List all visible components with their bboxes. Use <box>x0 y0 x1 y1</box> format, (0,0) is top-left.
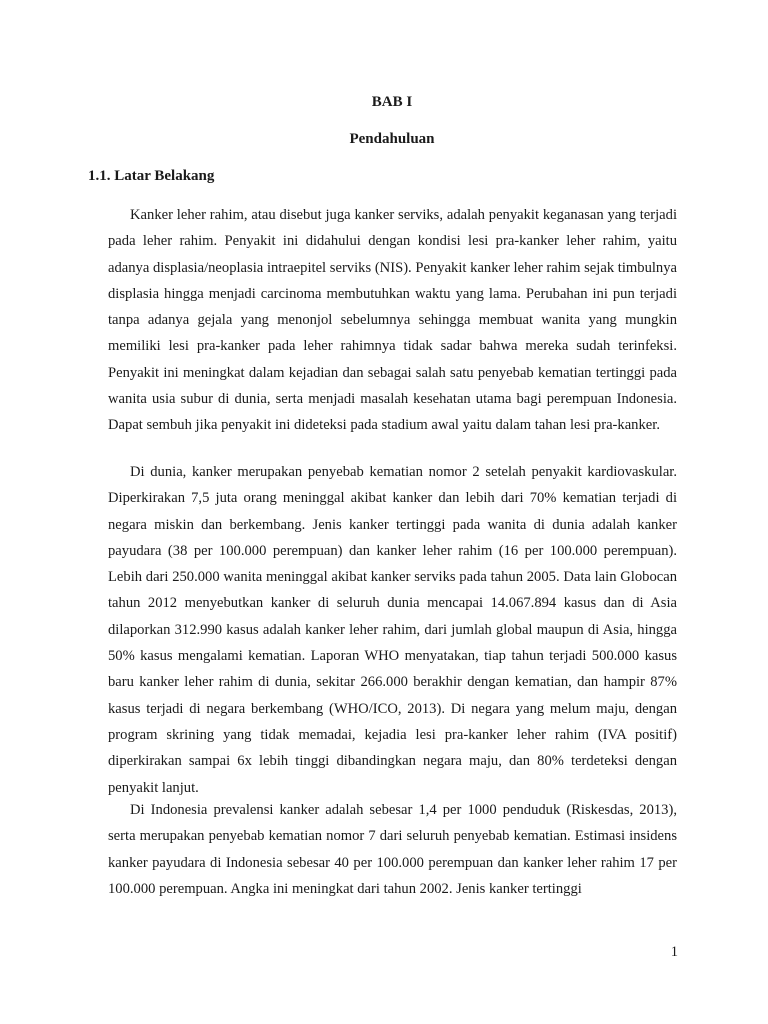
paragraph-3: Di Indonesia prevalensi kanker adalah sebesar 1,4 per 1000 penduduk (Riskesdas, 2013), serta merupakan penyebab kematian nomor 7 dari seluruh penyebab kematian. Estimasi insidens kanker payudara di Indonesia sebesar 40 per 100.000 perempuan dan kanker leher rahim 17 per 100.000 perempuan. Angka ini meningkat dari tahun 2002. Jenis kanker tertinggi <box>108 802 677 897</box>
chapter-title: BAB I <box>371 94 413 110</box>
chapter-subtitle: Pendahuluan <box>349 131 435 147</box>
section-heading: 1.1. Latar Belakang <box>88 168 215 184</box>
page-number: 1 <box>670 944 678 960</box>
paragraph-2: Di dunia, kanker merupakan penyebab kematian nomor 2 setelah penyakit kardiovaskular. Diperkirakan 7,5 juta orang meninggal akibat kanker dan lebih dari 70% kematian terjadi di negara miskin dan berkembang. Jenis kanker tertinggi pada wanita di dunia adalah kanker payudara (38 per 100.000 perempuan) dan kanker leher rahim (16 per 100.000 perempuan). Lebih dari 250.000 wanita meninggal akibat kanker serviks pada tahun 2005. Data lain Globocan tahun 2012 menyebutkan kanker di seluruh dunia mencapai 14.067.894 kasus dan di Asia dilaporkan 312.990 kasus adalah kanker leher rahim, dari jumlah global maupun di Asia, hingga 50% kasus mengalami kematian. Laporan WHO menyatakan, tiap tahun terjadi 500.000 kasus baru kanker leher rahim di dunia, sekitar 266.000 berakhir dengan kematian, dan hampir 87% kasus terjadi di negara berkembang (WHO/ICO, 2013). Di negara yang melum maju, dengan program skrining yang tidak memadai, kejadia lesi pra-kanker leher rahim (IVA positif) diperkirakan sampai 6x lebih tinggi dibandingkan negara maju, dan 80% terdeteksi dengan penyakit lanjut. <box>108 464 677 796</box>
paragraph-1: Kanker leher rahim, atau disebut juga kanker serviks, adalah penyakit keganasan yang terjadi pada leher rahim. Penyakit ini didahului dengan kondisi lesi pra-kanker leher rahim, yaitu adanya displasia/neoplasia intraepitel serviks (NIS). Penyakit kanker leher rahim sejak timbulnya displasia hingga menjadi carcinoma membutuhkan waktu yang lama. Perubahan ini pun terjadi tanpa adanya gejala yang menonjol sebelumnya sehingga membuat wanita yang mungkin memiliki lesi pra-kanker pada leher rahimnya tidak sadar bahwa mereka sudah terinfeksi. Penyakit ini meningkat dalam kejadian dan sebagai salah satu penyebab kematian tertinggi pada wanita usia subur di dunia, serta menjadi masalah kesehatan utama bagi perempuan Indonesia. Dapat sembuh jika penyakit ini dideteksi pada stadium awal yaitu dalam tahan lesi pra-kanker. <box>108 207 677 434</box>
